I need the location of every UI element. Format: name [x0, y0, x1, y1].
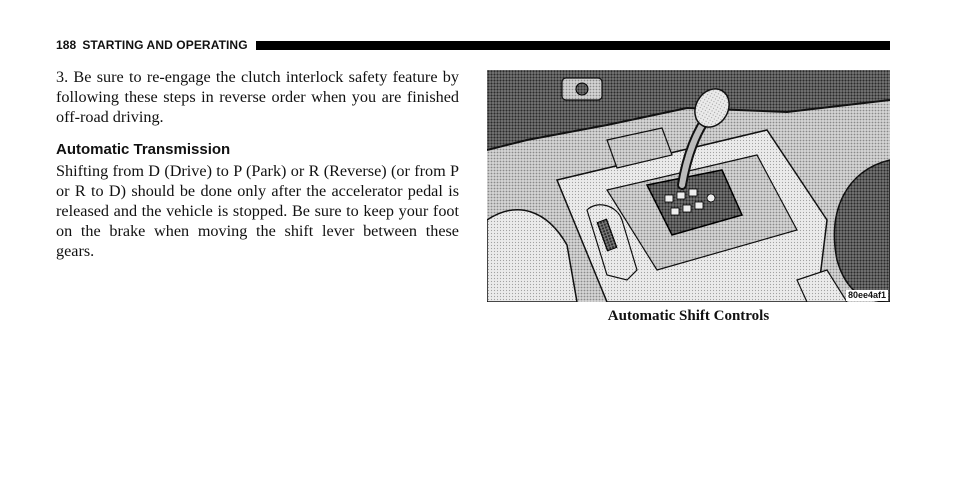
section-heading: Automatic Transmission — [56, 140, 231, 158]
figure-code: 80ee4af1 — [847, 290, 886, 300]
shift-controls-illustration — [487, 70, 890, 302]
figure-caption: Automatic Shift Controls — [607, 308, 770, 324]
section-title: STARTING AND OPERATING — [82, 38, 248, 52]
shifting-paragraph: Shifting from D (Drive) to P (Park) or R (Reverse) (or from P or R to D) should be done only after the accelerator pedal is released and the vehicle is stopped. Be sure to keep your foot on the brake when moving the shift lever between these gears. — [56, 161, 459, 261]
header-rule — [256, 41, 890, 50]
page-header — [56, 38, 890, 52]
shift-console-drawing — [487, 70, 890, 302]
page-number: 188 — [56, 38, 77, 52]
text-column — [56, 67, 459, 262]
clutch-paragraph: 3. Be sure to re-engage the clutch interlock safety feature by following these steps in reverse order when you are finished off-road driving. — [56, 68, 459, 127]
